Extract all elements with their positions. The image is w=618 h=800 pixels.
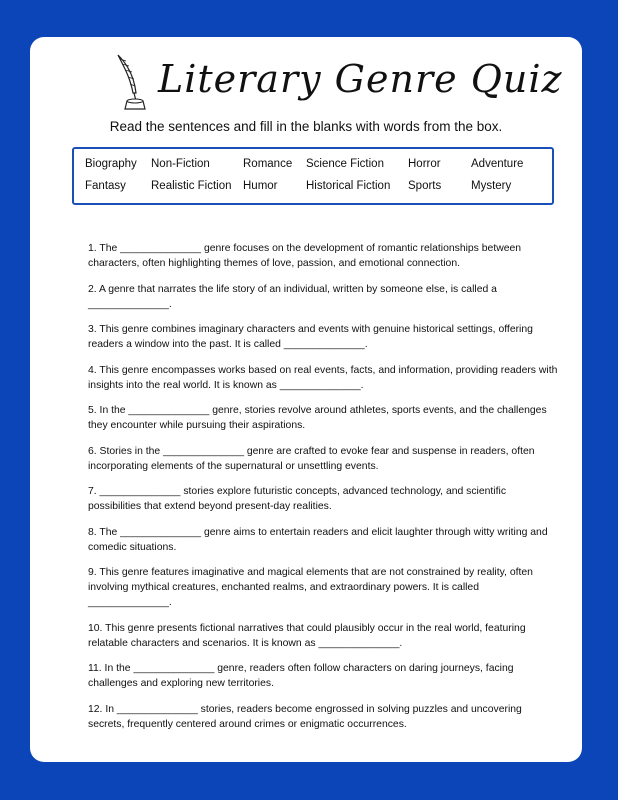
word-bank-box bbox=[72, 147, 554, 205]
question-2: 2. A genre that narrates the life story of an individual, written by someone else, is called a ______________. bbox=[88, 283, 497, 310]
word-bank-item: Humor bbox=[243, 180, 278, 192]
worksheet-page bbox=[30, 37, 582, 762]
word-bank-item: Adventure bbox=[471, 158, 524, 170]
question-8: 8. The ______________ genre aims to entertain readers and elicit laughter through witty writing and comedic situations. bbox=[88, 526, 548, 553]
word-bank-item: Horror bbox=[408, 158, 441, 170]
question-12: 12. In ______________ stories, readers become engrossed in solving puzzles and uncovering secrets, frequently centered around crimes or enigmatic occurrences. bbox=[88, 703, 522, 730]
question-list bbox=[88, 241, 558, 742]
word-bank-item: Historical Fiction bbox=[306, 180, 391, 192]
word-bank-item: Fantasy bbox=[85, 180, 126, 192]
word-bank-item: Science Fiction bbox=[306, 158, 384, 170]
question-10: 10. This genre presents fictional narratives that could plausibly occur in the real world, featuring relatable characters and scenarios. It is known as ______________. bbox=[88, 622, 526, 649]
instructions: Read the sentences and fill in the blanks with words from the box. bbox=[109, 119, 503, 134]
word-bank-item: Romance bbox=[243, 158, 293, 170]
question-1: 1. The ______________ genre focuses on the development of romantic relationships between characters, often highlighting themes of love, passion, and emotional connection. bbox=[88, 243, 522, 269]
question-5: 5. In the ______________ genre, stories revolve around athletes, sports events, and the challenges they encounter while pursuing their aspirations. bbox=[88, 405, 547, 431]
question-4: 4. This genre encompasses works based on real events, facts, and information, providing readers with insights into the real world. It is known as ______________. bbox=[88, 364, 558, 391]
word-bank-item: Realistic Fiction bbox=[151, 180, 232, 192]
question-11: 11. In the ______________ genre, readers often follow characters on daring journeys, facing challenges and exploring new territories. bbox=[88, 663, 514, 689]
word-bank-item: Non-Fiction bbox=[151, 158, 210, 170]
title-area bbox=[30, 51, 582, 121]
page-title: Literary Genre Quiz bbox=[158, 57, 563, 101]
question-7: 7. ______________ stories explore futuristic concepts, advanced technology, and scientific possibilities that extend beyond present-day realities. bbox=[88, 486, 507, 512]
question-9: 9. This genre features imaginative and magical elements that are not constrained by reality, often involving mythical creatures, enchanted realms, and extraordinary powers. It is called ______________. bbox=[88, 567, 533, 608]
question-6: 6. Stories in the ______________ genre are crafted to evoke fear and suspense in readers, often incorporating elements of the supernatural or unsettling events. bbox=[88, 445, 535, 472]
word-bank-item: Biography bbox=[85, 158, 137, 170]
quill-inkwell-icon bbox=[112, 53, 152, 111]
word-bank-item: Mystery bbox=[471, 180, 512, 192]
word-bank-item: Sports bbox=[408, 180, 442, 192]
question-3: 3. This genre combines imaginary characters and events with genuine historical settings, offering readers a window into the past. It is called ______________. bbox=[88, 324, 533, 350]
